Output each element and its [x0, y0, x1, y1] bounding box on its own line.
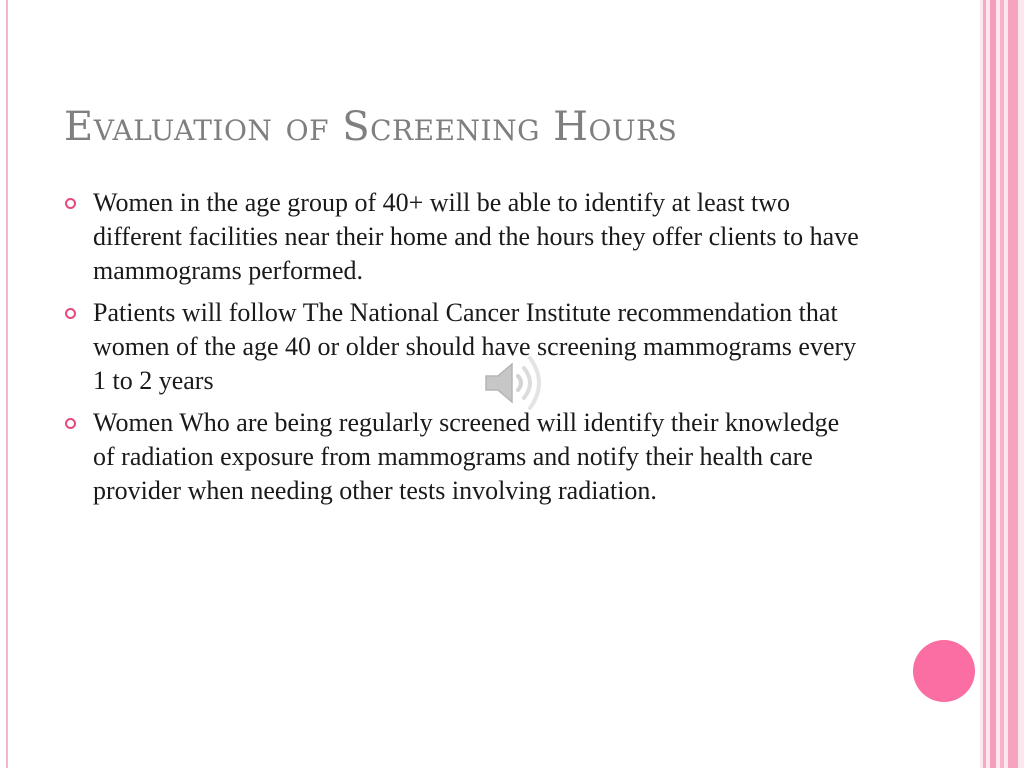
list-item — [64, 406, 864, 508]
slide-title: Evaluation of Screening Hours — [64, 104, 678, 150]
ring-bullet-icon — [65, 418, 76, 429]
bullet-text: Women Who are being regularly screened will identify their knowledge of radiation exposure from mammograms and notify their health care provider when needing other tests involving radiation. — [93, 408, 840, 505]
bullet-text: Women in the age group of 40+ will be able to identify at least two different facilities near their home and the hours they offer clients to have mammograms performed. — [93, 188, 859, 285]
list-item — [64, 296, 864, 398]
speaker-icon[interactable] — [478, 350, 544, 416]
bullet-list — [64, 186, 864, 516]
right-stripe — [1008, 0, 1018, 768]
bullet-text: Patients will follow The National Cancer Institute recommendation that women of the age 40 or older should have screening mammograms every 1 to 2 years — [93, 298, 857, 395]
right-stripe — [1000, 0, 1004, 768]
ring-bullet-icon — [65, 198, 76, 209]
right-stripe — [983, 0, 986, 768]
right-stripe — [990, 0, 996, 768]
list-item — [64, 186, 864, 288]
ring-bullet-icon — [65, 308, 76, 319]
left-border-line — [6, 0, 8, 768]
pink-circle-decoration — [913, 640, 975, 702]
